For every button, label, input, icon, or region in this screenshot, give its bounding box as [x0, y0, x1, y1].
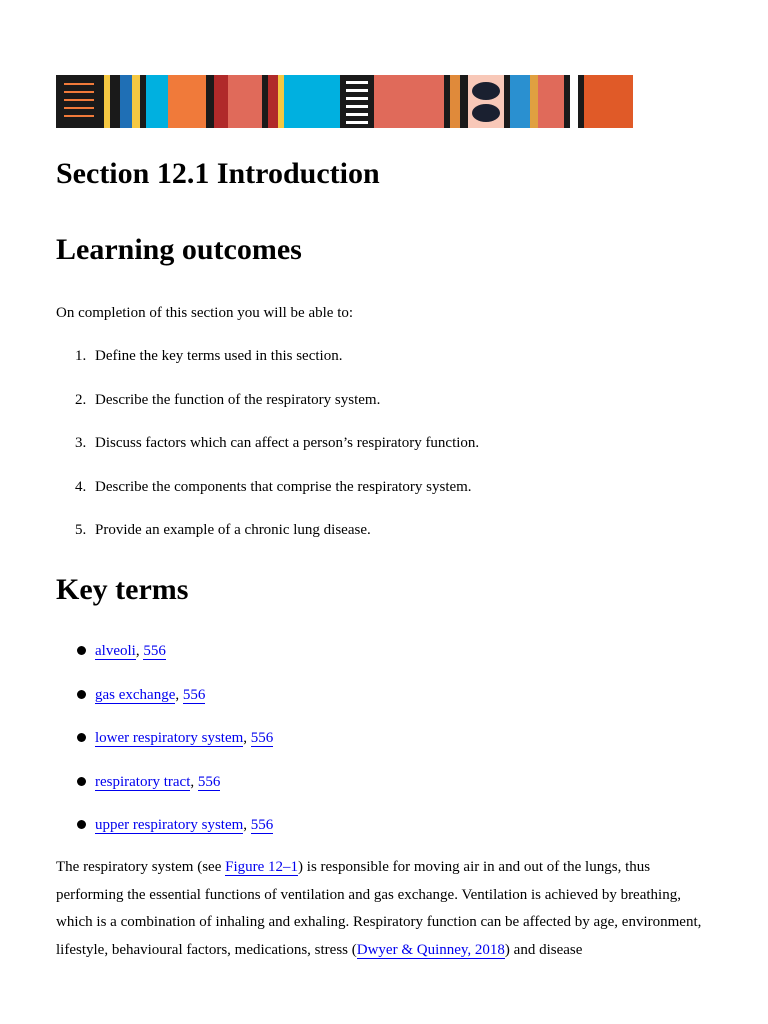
list-item-text: Provide an example of a chronic lung disease. [95, 522, 371, 538]
separator: , [175, 686, 183, 703]
bullet-icon [77, 690, 86, 699]
body-text: ) is responsible for moving air in and out of the lungs, thus performing the essential functions of ventilation and gas exchange. Ventilation is achieved by breathing, which is a combination of inhaling and exhaling. Respiratory function can be affected by age, environment, lifestyle, behavioural factors, medications, stress ( [56, 859, 702, 958]
list-item-number: 2. [75, 391, 87, 408]
body-paragraph [56, 854, 716, 964]
bullet-icon [77, 733, 86, 742]
list-item-number: 3. [75, 435, 87, 451]
separator: , [243, 817, 251, 833]
bullet-icon [77, 646, 86, 655]
list-item-number: 4. [75, 478, 87, 495]
list-item-text: Describe the components that comprise the respiratory system. [95, 478, 472, 495]
page-link[interactable]: 556 [197, 773, 221, 790]
key-term-link[interactable]: alveoli [95, 643, 136, 659]
decorative-banner [56, 75, 633, 128]
separator: , [135, 643, 144, 659]
learning-outcomes-heading: Learning outcomes [56, 233, 302, 266]
figure-link[interactable]: Figure 12–1 [225, 859, 299, 875]
page-link[interactable]: 556 [143, 643, 166, 659]
key-term-link[interactable]: gas exchange [95, 686, 176, 703]
bullet-icon [77, 820, 86, 829]
page-link[interactable]: 556 [250, 730, 274, 746]
outcomes-intro: On completion of this section you will be able to: [56, 305, 354, 321]
page-link[interactable]: 556 [250, 817, 274, 833]
list-item-number: 5. [75, 522, 87, 538]
citation-link[interactable]: Dwyer & Quinney, 2018 [356, 941, 505, 958]
bullet-icon [77, 777, 86, 786]
list-item-text: Discuss factors which can affect a person’s respiratory function. [95, 435, 480, 451]
list-item-text: Describe the function of the respiratory system. [95, 391, 381, 408]
key-term-link[interactable]: lower respiratory system [95, 730, 244, 746]
separator: , [243, 730, 251, 746]
key-term-link[interactable]: respiratory tract [95, 773, 191, 790]
separator: , [190, 773, 198, 790]
page-link[interactable]: 556 [182, 686, 206, 703]
body-text: ) and disease [504, 941, 583, 958]
key-terms-heading: Key terms [56, 573, 189, 606]
body-text: The respiratory system (see [56, 859, 226, 875]
section-title: Section 12.1 Introduction [56, 157, 380, 190]
key-term-link[interactable]: upper respiratory system [95, 817, 244, 833]
list-item-text: Define the key terms used in this section. [95, 348, 343, 364]
list-item-number: 1. [75, 348, 87, 364]
